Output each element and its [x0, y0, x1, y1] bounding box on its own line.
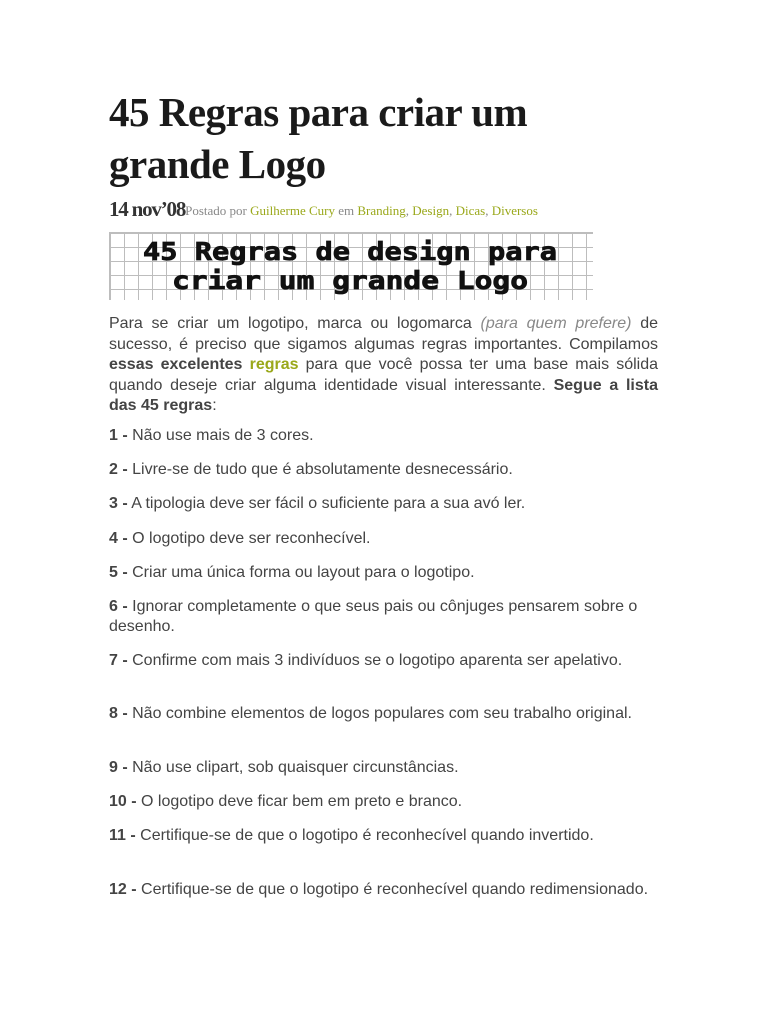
- rule-item: [109, 529, 658, 549]
- in-label: em: [338, 203, 355, 218]
- intro-colon: :: [212, 397, 217, 414]
- rule-item: [109, 792, 658, 812]
- rule-item: [109, 563, 658, 583]
- rule-number: 12 -: [109, 881, 137, 898]
- rule-text: Não use mais de 3 cores.: [132, 427, 314, 444]
- rule-item: [109, 758, 658, 778]
- rule-number: 8 -: [109, 705, 128, 722]
- rule-item: [109, 704, 658, 724]
- rule-number: 1 -: [109, 427, 128, 444]
- rule-text: Não use clipart, sob quaisquer circunstâncias.: [132, 759, 459, 776]
- rule-text: Livre-se de tudo que é absolutamente desnecessário.: [132, 461, 513, 478]
- rule-number: 9 -: [109, 759, 128, 776]
- intro-aside: (para quem prefere): [480, 315, 632, 332]
- rule-number: 3 -: [109, 495, 128, 512]
- rule-text: Certifique-se de que o logotipo é reconhecível quando redimensionado.: [141, 881, 649, 898]
- category-link-dicas[interactable]: Dicas: [455, 203, 486, 218]
- rule-number: 7 -: [109, 652, 128, 669]
- banner-line-2: criar um grande Logo: [172, 266, 528, 295]
- posted-by-label: Postado por: [185, 203, 247, 218]
- rule-item: [109, 651, 658, 671]
- rule-item: [109, 494, 658, 514]
- rule-item: [109, 880, 658, 900]
- title-line-2: grande Logo: [109, 141, 326, 187]
- regras-link[interactable]: regras: [249, 356, 299, 373]
- rule-text: Não combine elementos de logos populares com seu trabalho original.: [132, 705, 632, 722]
- category-link-diversos[interactable]: Diversos: [491, 203, 538, 218]
- banner-line-1: 45 Regras de design para: [143, 237, 557, 266]
- rule-text: O logotipo deve ser reconhecível.: [132, 530, 371, 547]
- post-date: 14 nov’08: [109, 197, 186, 221]
- rule-number: 11 -: [109, 827, 136, 844]
- intro-paragraph: [109, 314, 658, 417]
- author-link[interactable]: Guilherme Cury: [250, 203, 335, 218]
- rule-number: 5 -: [109, 564, 128, 581]
- rule-item: [109, 826, 658, 846]
- intro-bold-2: Segue a lista das 45 regras: [109, 376, 658, 414]
- rule-number: 6 -: [109, 598, 128, 615]
- rule-text: Criar uma única forma ou layout para o logotipo.: [132, 564, 475, 581]
- title-line-1: 45 Regras para criar um: [109, 89, 528, 135]
- rule-item: [109, 460, 658, 480]
- rule-item: [109, 597, 658, 637]
- rule-number: 4 -: [109, 530, 128, 547]
- rule-text: Confirme com mais 3 indivíduos se o logotipo aparenta ser apelativo.: [132, 652, 623, 669]
- intro-bold-1: essas excelentes: [109, 356, 243, 373]
- post-banner-image: [109, 232, 593, 300]
- intro-text-1: Para se criar um logotipo, marca ou logomarca: [109, 315, 481, 332]
- banner-graphic: [110, 233, 594, 301]
- rule-text: Ignorar completamente o que seus pais ou cônjuges pensarem sobre o desenho.: [109, 598, 638, 635]
- rule-text: O logotipo deve ficar bem em preto e branco.: [141, 793, 463, 810]
- rule-text: A tipologia deve ser fácil o suficiente para a sua avó ler.: [131, 495, 526, 512]
- intro-text-2: de sucesso, é preciso que sigamos algumas regras importantes. Compilamos: [109, 315, 659, 353]
- post-meta: 14 nov’08Postado por Guilherme Cury em Branding, Design, Dicas, Diversos: [109, 197, 538, 221]
- rule-text: Certifique-se de que o logotipo é reconhecível quando invertido.: [140, 827, 594, 844]
- rule-number: 10 -: [109, 793, 137, 810]
- rule-number: 2 -: [109, 461, 128, 478]
- intro-text-3: para que você possa ter uma base mais sólida quando deseje criar alguma identidade visual interessante.: [109, 356, 659, 394]
- category-link-branding[interactable]: Branding: [357, 203, 406, 218]
- page-title: [109, 86, 669, 190]
- category-link-design[interactable]: Design: [412, 203, 450, 218]
- rule-item: [109, 426, 658, 446]
